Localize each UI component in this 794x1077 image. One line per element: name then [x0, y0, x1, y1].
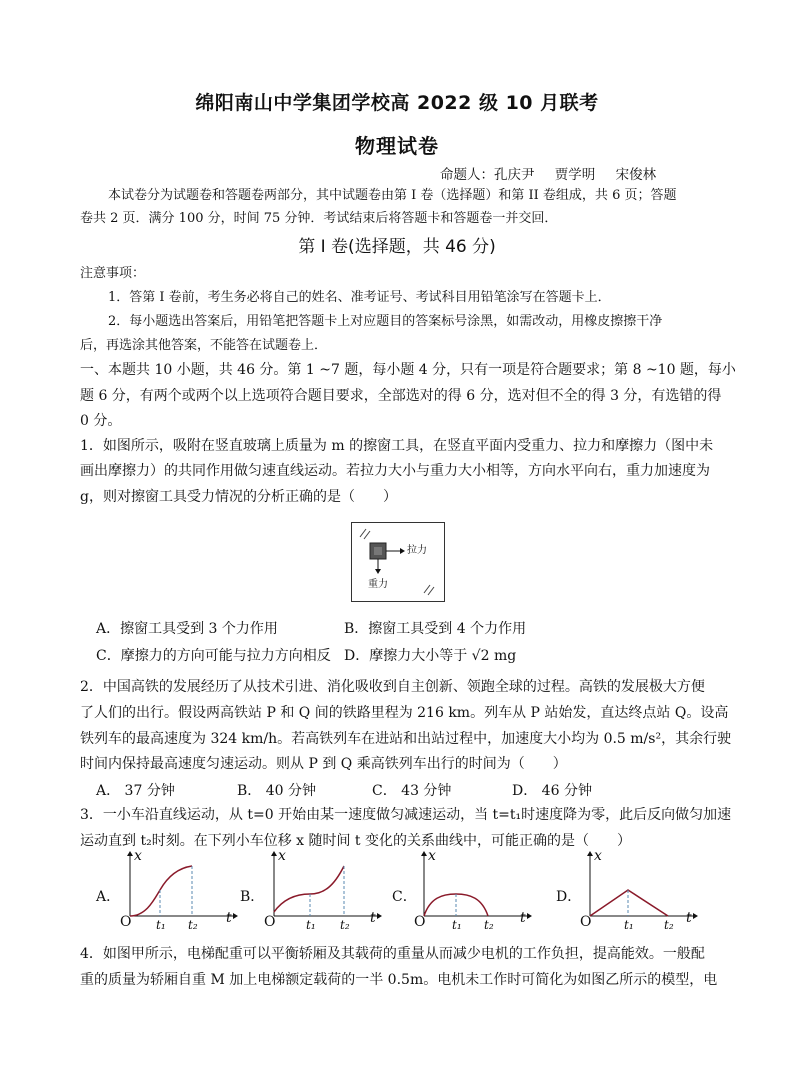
- q3-line-1: 3．一小车沿直线运动，从 t=0 开始由某一速度做匀减速运动，当 t=t₁时速度降为零，此后反向做匀加速: [80, 807, 732, 823]
- author-1: 命题人：孔庆尹: [440, 167, 535, 183]
- graph-b-t-label: t: [370, 910, 376, 926]
- exam-title: 绵阳南山中学集团学校高 2022 级 10 月联考: [195, 92, 599, 114]
- q1-figure: [351, 522, 445, 602]
- q1-line-2: 画出摩擦力）的共同作用做匀速直线运动。若拉力大小与重力大小相等，方向水平向右，重力加速度为: [80, 463, 710, 479]
- graph-c-origin: O: [414, 914, 426, 930]
- pull-force-label: 拉力: [407, 545, 427, 556]
- q2-option-d: D． 46 分钟: [512, 783, 592, 799]
- q1-line-1: 1．如图所示，吸附在竖直玻璃上质量为 m 的擦窗工具，在竖直平面内受重力、拉力和摩擦力（图中未: [80, 438, 714, 454]
- graph-d-x-label: x: [594, 848, 602, 864]
- graph-a-t2: t₂: [188, 918, 198, 932]
- section1-line-1: 一、本题共 10 小题，共 46 分。第 1 ~7 题，每小题 4 分，只有一项是符合题要求；第 8 ~10 题，每小: [80, 362, 736, 378]
- graph-d-t-label: t: [686, 910, 692, 926]
- authors-line: [440, 163, 672, 183]
- note-2b: 后，再选涂其他答案，不能答在试题卷上．: [80, 338, 328, 353]
- author-3: 宋俊林: [615, 167, 657, 183]
- graph-b-x-label: x: [278, 848, 286, 864]
- q3-graph-b: [262, 850, 382, 932]
- q4-line-1: 4．如图甲所示，电梯配重可以平衡轿厢及其载荷的重量从而减少电机的工作负担，提高能效。一般配: [80, 946, 705, 962]
- q3-option-a: A．: [96, 889, 121, 905]
- intro-line-1: 本试卷分为试题卷和答题卷两部分，其中试题卷由第 I 卷（选择题）和第 II 卷组成，共 6 页；答题: [108, 188, 677, 203]
- q2-line-3: 铁列车的最高速度为 324 km/h。若高铁列车在进站和出站过程中，加速度大小均为 0.5 m/s²，其余行驶: [80, 731, 732, 747]
- q3-option-c: C．: [392, 889, 417, 905]
- graph-c-t2: t₂: [484, 918, 494, 932]
- intro-line-2: 卷共 2 页．满分 100 分，时间 75 分钟．考试结束后将答题卡和答题卷一并交回．: [80, 211, 558, 226]
- notes-heading: 注意事项：: [80, 266, 146, 281]
- q1-option-c: C．摩擦力的方向可能与拉力方向相反: [96, 648, 331, 664]
- section1-line-2: 题 6 分，有两个或两个以上选项符合题目要求，全部选对的得 6 分，选对但不全的得 3 分，有选错的得: [80, 388, 722, 404]
- author-2: 贾学明: [554, 167, 596, 183]
- q2-option-b: B． 40 分钟: [237, 783, 317, 799]
- note-2a: 2．每小题选出答案后，用铅笔把答题卡上对应题目的答案标号涂黑，如需改动，用橡皮擦擦干净: [108, 314, 663, 329]
- q3-graph-d: [578, 850, 698, 932]
- q2-option-c: C． 43 分钟: [372, 783, 452, 799]
- graph-a-origin: O: [120, 914, 132, 930]
- graph-c-t1: t₁: [452, 918, 462, 932]
- window-cleaner-diagram: [352, 523, 444, 601]
- graph-b-t2: t₂: [340, 918, 350, 932]
- q2-option-a: A． 37 分钟: [96, 783, 175, 799]
- q3-line-2: 运动直到 t₂时刻。在下列小车位移 x 随时间 t 变化的关系曲线中，可能正确的是（ ）: [80, 833, 632, 849]
- graph-a-t-label: t: [226, 910, 232, 926]
- q4-line-2: 重的质量为轿厢自重 M 加上电梯额定载荷的一半 0.5m。电机未工作时可简化为如图乙所示的模型，电: [80, 972, 718, 988]
- graph-a-t1: t₁: [156, 918, 166, 932]
- graph-b-origin: O: [264, 914, 276, 930]
- q1-option-b: B．擦窗工具受到 4 个力作用: [344, 621, 527, 637]
- gravity-label: 重力: [368, 579, 388, 590]
- q2-line-1: 2．中国高铁的发展经历了从技术引进、消化吸收到自主创新、领跑全球的过程。高铁的发展极大方便: [80, 679, 705, 695]
- graph-c-t-label: t: [520, 910, 526, 926]
- graph-d-t2: t₂: [664, 918, 674, 932]
- part-one-heading: 第 I 卷(选择题，共 46 分): [298, 237, 496, 257]
- q1-line-3: g，则对擦窗工具受力情况的分析正确的是（ ）: [80, 489, 397, 505]
- q2-line-2: 了人们的出行。假设两高铁站 P 和 Q 间的铁路里程为 216 km。列车从 P 站始发，直达终点站 Q。设高: [80, 705, 729, 721]
- q2-line-4: 时间内保持最高速度匀速运动。则从 P 到 Q 乘高铁列车出行的时间为（ ）: [80, 756, 567, 772]
- q1-option-d: D．摩擦力大小等于 √2 mg: [344, 648, 517, 664]
- q3-option-d: D．: [556, 889, 582, 905]
- note-1: 1．答第 I 卷前，考生务必将自己的姓名、准考证号、考试科目用铅笔涂写在答题卡上．: [108, 290, 611, 305]
- graph-c-x-label: x: [428, 848, 436, 864]
- q1-option-a: A．擦窗工具受到 3 个力作用: [96, 621, 278, 637]
- graph-d-origin: O: [580, 914, 592, 930]
- exam-subtitle: 物理试卷: [355, 134, 439, 158]
- graph-d-t1: t₁: [624, 918, 634, 932]
- graph-b-t1: t₁: [306, 918, 316, 932]
- q3-graph-a: [118, 850, 238, 932]
- graph-a-x-label: x: [134, 848, 142, 864]
- q3-option-b: B．: [240, 889, 265, 905]
- q3-graph-c: [412, 850, 532, 932]
- section1-line-3: 0 分。: [80, 413, 122, 429]
